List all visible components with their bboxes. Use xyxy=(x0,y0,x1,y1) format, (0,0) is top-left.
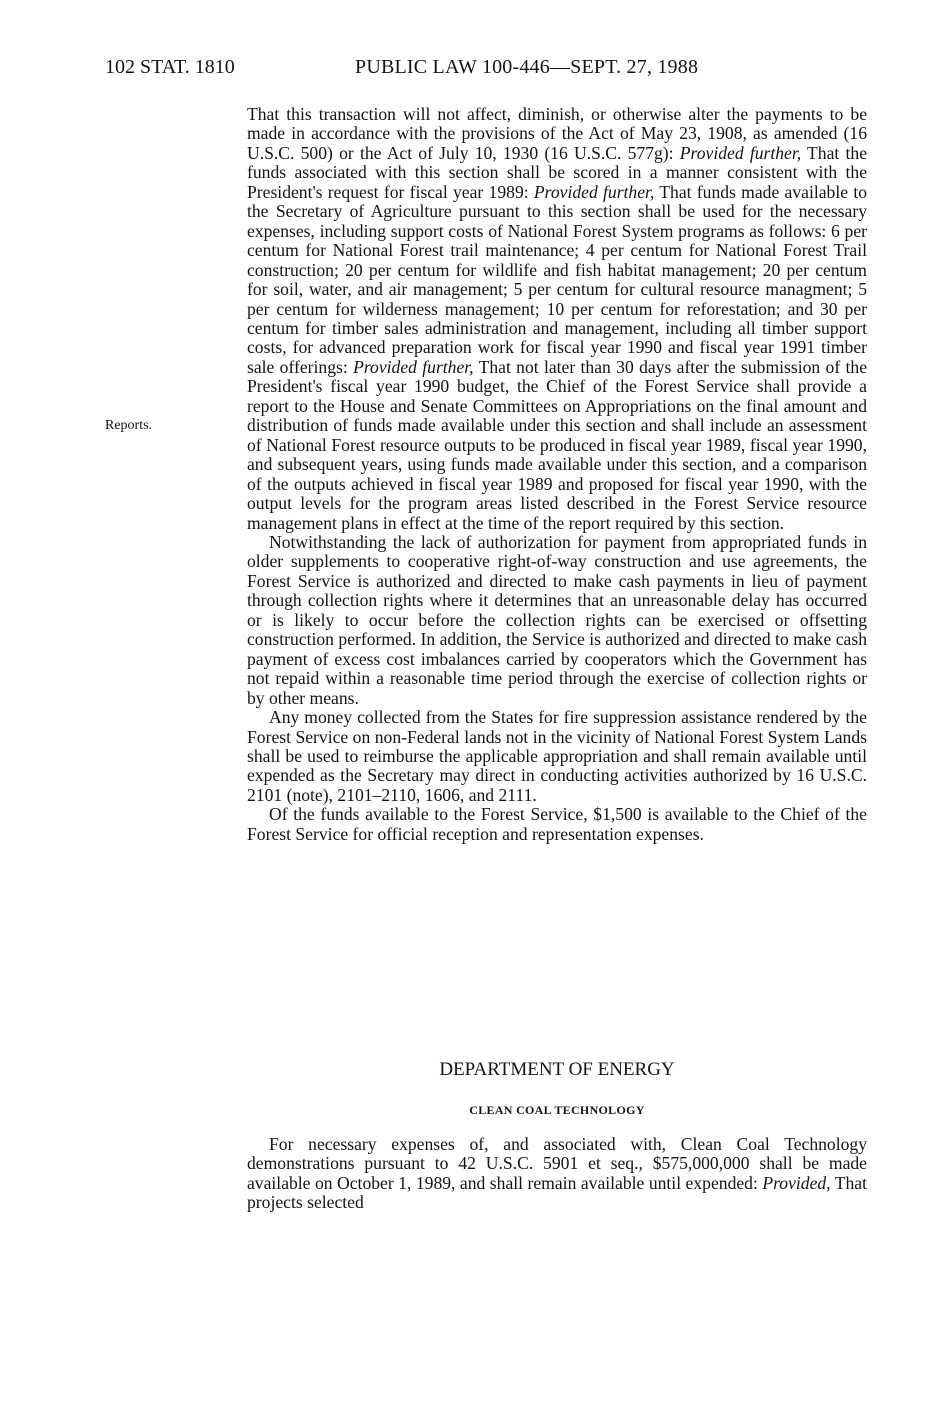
stat-citation: 102 STAT. 1810 xyxy=(105,56,235,78)
margin-note-reports: Reports. xyxy=(105,418,153,433)
text-run: That the funds associated with this section shall be scored in a manner consistent with the President's request for fiscal year 1989: xyxy=(247,142,867,202)
section-heading: DEPARTMENT OF ENERGY xyxy=(439,1059,675,1080)
law-citation: PUBLIC LAW 100-446—SEPT. 27, 1988 xyxy=(355,56,699,78)
paragraph-reception-expenses: Of the funds available to the Forest Service, $1,500 is available to the Chief of the Forest Service for official reception and representation expenses. xyxy=(247,804,867,844)
subsection-heading: CLEAN COAL TECHNOLOGY xyxy=(469,1103,645,1117)
paragraph-fire-suppression: Any money collected from the States for fire suppression assistance rendered by the Forest Service on non-Federal lands not in the vicinity of National Forest System Lands shall be used to reimburse the applicable appropriation and shall remain available until expended as the Secretary may direct in conducting activities authorized by 16 U.S.C. 2101 (note), 2101–2110, 1606, and 2111. xyxy=(247,707,867,805)
text-run: For necessary expenses of, and associated with, Clean Coal Technology demonstrations pursuant to 42 U.S.C. 5901 et seq., $575,000,000 shall be made available on October 1, 1989, and shall remain available until expended: xyxy=(247,1134,867,1193)
italic-proviso: Provided, xyxy=(762,1172,831,1193)
main-body-text xyxy=(247,105,867,844)
text-run: That not later than 30 days after the submission of the President's fiscal year 1990 budget, the Chief of the Forest Service shall provide a report to the House and Senate Committees on Appropriations on the final amount and distribution of funds made available under this section and shall include an assessment of National Forest resource outputs to be produced in fiscal year 1989, fiscal year 1990, and subsequent years, using funds made available under this section, and a comparison of the outputs achieved in fiscal year 1989 and proposed for fiscal year 1990, with the output levels for the program areas listed described in the Forest Service resource management plans in effect at the time of the report required by this section. xyxy=(247,356,867,533)
page-header xyxy=(105,56,805,84)
paragraph-clean-coal xyxy=(247,1135,867,1213)
italic-proviso: Provided further, xyxy=(679,142,802,163)
text-run: That funds made available to the Secretary of Agriculture pursuant to this section shall be used for the necessary expenses, including support costs of National Forest System programs as follows: 6 per centum for National Forest trail maintenance; 4 per centum for National Forest Trail construction; 20 per centum for wildlife and fish habitat management; 20 per centum for soil, water, and air management; 5 per centum for cultural resource managment; 5 per centum for wilderness management; 10 per centum for reforestation; and 30 per centum for timber sales administration and management, including all timber support costs, for advanced preparation work for fiscal year 1990 and fiscal year 1991 timber sale offerings: xyxy=(247,181,868,377)
text-run: That projects selected xyxy=(247,1172,867,1213)
paragraph-provisions xyxy=(247,105,867,533)
italic-proviso: Provided further, xyxy=(353,356,474,377)
italic-proviso: Provided further, xyxy=(533,181,655,202)
clean-coal-text xyxy=(247,1135,867,1213)
text-run: That this transaction will not affect, diminish, or otherwise alter the payments to be made in accordance with the provisions of the Act of May 23, 1908, as amended (16 U.S.C. 500) or the Act of July 10, 1930 (16 U.S.C. 577g): xyxy=(247,104,867,163)
paragraph-right-of-way: Notwithstanding the lack of authorization for payment from appropriated funds in older supplements to cooperative right-of-way construction and use agreements, the Forest Service is authorized and directed to make cash payments in lieu of payment through collection rights where it determines that an unreasonable delay has occurred or is likely to occur before the collection rights can be exercised or offsetting construction performed. In addition, the Service is authorized and directed to make cash payment of excess cost imbalances carried by cooperators which the Government has not repaid within a reasonable time period through the exercise of collection rights or by other means. xyxy=(247,531,867,708)
